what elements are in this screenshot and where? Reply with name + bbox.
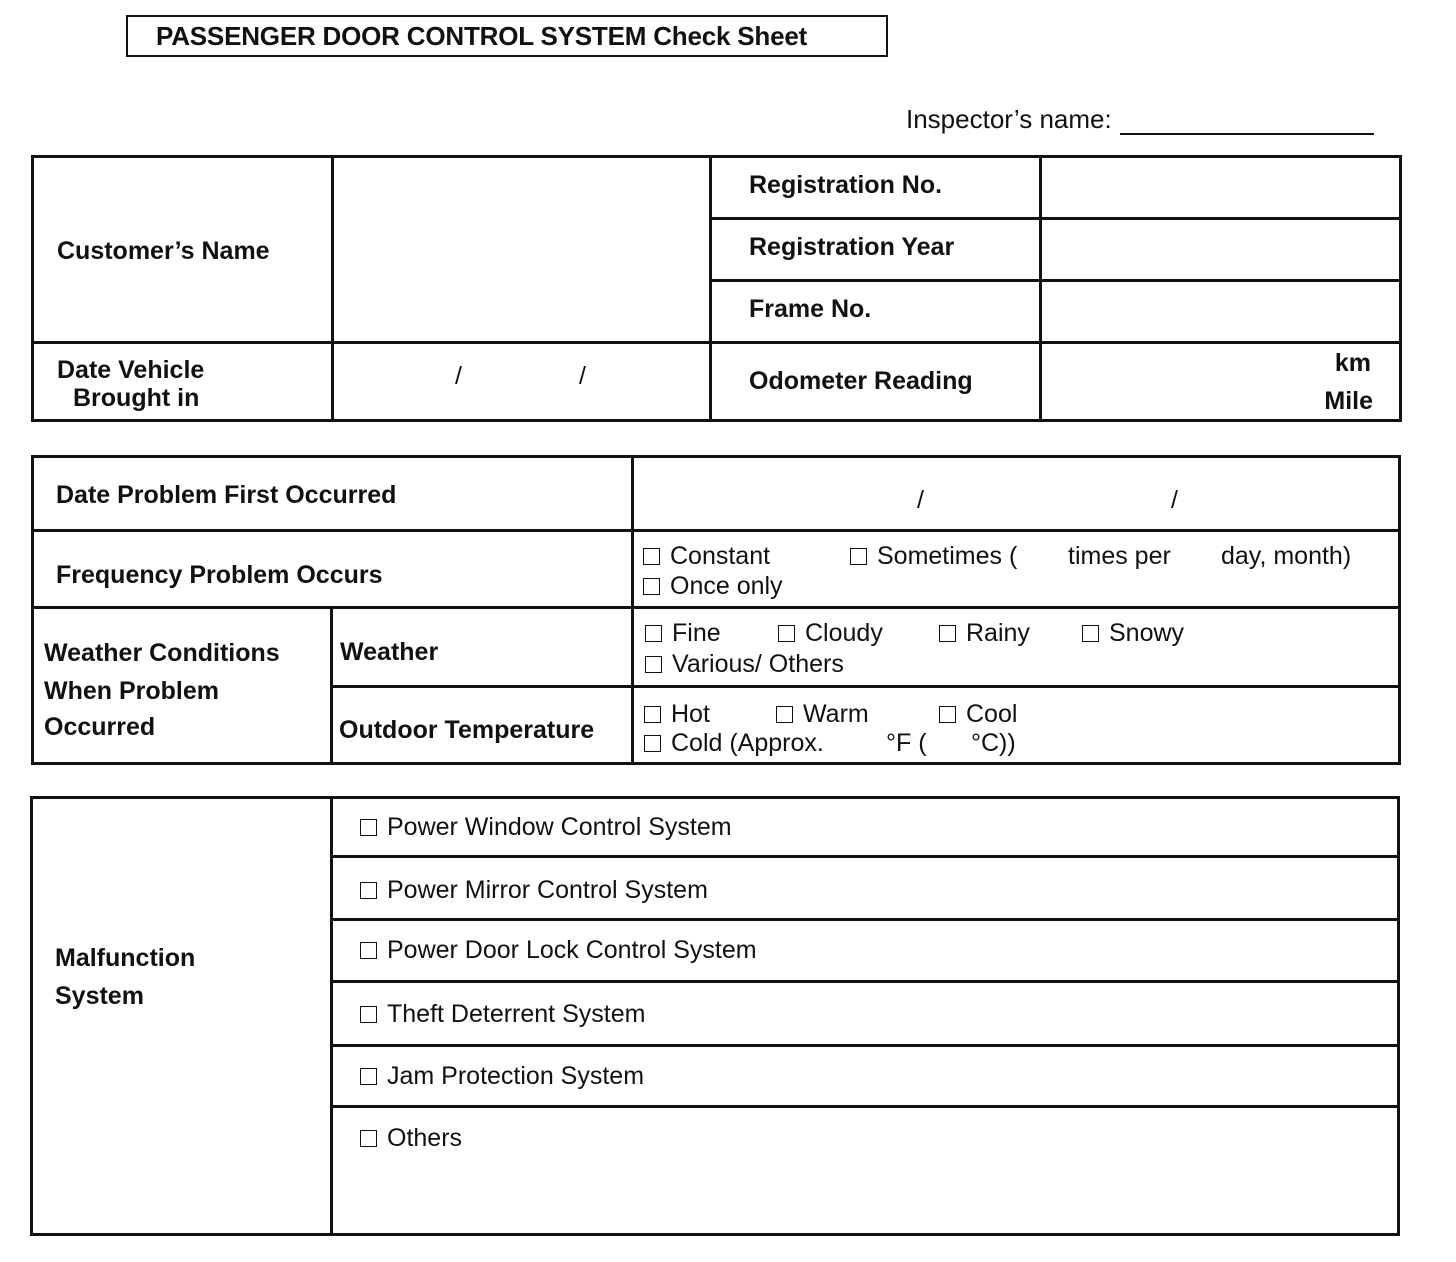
freq-sometimes-option[interactable]: Sometimes ( <box>850 542 1017 571</box>
malfunction-option-row <box>330 980 1400 1047</box>
weather-snowy-option[interactable]: Snowy <box>1082 619 1184 648</box>
temperature-options-cell <box>631 685 1401 765</box>
malfunction-label-line1: Malfunction <box>55 944 196 972</box>
unit-mile-label: Mile <box>1324 387 1373 415</box>
checkbox-icon[interactable] <box>360 1006 377 1023</box>
checkbox-icon[interactable] <box>1082 625 1099 642</box>
frame-no-label-cell <box>709 279 1042 344</box>
inspector-name-field[interactable] <box>1120 107 1374 135</box>
malfunction-option-row <box>330 1044 1400 1108</box>
date-separator: / <box>579 362 586 390</box>
malfunction-label-cell <box>30 796 333 1236</box>
checkbox-icon[interactable] <box>360 942 377 959</box>
date-brought-field[interactable] <box>331 341 712 422</box>
malfunction-label-line2: System <box>55 982 144 1010</box>
date-separator: / <box>1171 486 1178 514</box>
checkbox-icon[interactable] <box>645 656 662 673</box>
date-brought-label-line2: Brought in <box>73 384 200 412</box>
date-first-label-cell <box>31 455 634 532</box>
date-separator: / <box>455 362 462 390</box>
checkbox-icon[interactable] <box>644 706 661 723</box>
page-title: PASSENGER DOOR CONTROL SYSTEM Check Sheet <box>126 15 888 57</box>
weather-cloudy-option[interactable]: Cloudy <box>778 619 883 648</box>
checkbox-icon[interactable] <box>850 548 867 565</box>
weather-conditions-label-cell <box>31 606 333 765</box>
temp-cold-option[interactable]: Cold (Approx. <box>644 729 824 758</box>
checkbox-icon[interactable] <box>360 882 377 899</box>
weather-various-option[interactable]: Various/ Others <box>645 650 844 679</box>
malfunction-option-row <box>330 796 1400 858</box>
weather-rainy-option[interactable]: Rainy <box>939 619 1030 648</box>
power-window-option[interactable]: Power Window Control System <box>360 813 732 842</box>
frequency-label: Frequency Problem Occurs <box>56 561 383 589</box>
temp-celsius-text: °C)) <box>971 729 1016 757</box>
temperature-label-cell <box>330 685 634 765</box>
inspector-name-label: Inspector’s name: <box>906 104 1112 134</box>
odometer-label: Odometer Reading <box>749 367 973 395</box>
temp-hot-option[interactable]: Hot <box>644 700 710 729</box>
weather-conditions-label-line3: Occurred <box>44 713 156 741</box>
checkbox-icon[interactable] <box>939 706 956 723</box>
date-first-label: Date Problem First Occurred <box>56 481 397 509</box>
odometer-label-cell <box>709 341 1042 422</box>
date-brought-label-cell <box>31 341 334 422</box>
customer-name-label: Customer’s Name <box>57 237 270 265</box>
checkbox-icon[interactable] <box>360 1068 377 1085</box>
registration-year-field[interactable] <box>1039 217 1402 282</box>
frequency-label-cell <box>31 529 634 609</box>
registration-no-label-cell <box>709 155 1042 220</box>
checkbox-icon[interactable] <box>778 625 795 642</box>
customer-name-field[interactable] <box>331 155 712 344</box>
freq-day-month-text: day, month) <box>1221 542 1352 570</box>
frame-no-field[interactable] <box>1039 279 1402 344</box>
theft-deterrent-option[interactable]: Theft Deterrent System <box>360 1000 645 1029</box>
checkbox-icon[interactable] <box>643 548 660 565</box>
checkbox-icon[interactable] <box>776 706 793 723</box>
others-option[interactable]: Others <box>360 1124 462 1153</box>
checkbox-icon[interactable] <box>939 625 956 642</box>
weather-conditions-label-line2: When Problem <box>44 677 220 705</box>
registration-no-label: Registration No. <box>749 171 943 199</box>
inspector-name-row <box>906 104 1374 135</box>
customer-name-label-cell <box>31 155 334 344</box>
frequency-options-cell <box>631 529 1401 609</box>
checkbox-icon[interactable] <box>360 1130 377 1147</box>
temperature-label: Outdoor Temperature <box>339 716 595 744</box>
weather-options-cell <box>631 606 1401 688</box>
date-separator: / <box>917 486 924 514</box>
malfunction-option-row <box>330 855 1400 921</box>
freq-once-option[interactable]: Once only <box>643 572 783 601</box>
jam-protection-option[interactable]: Jam Protection System <box>360 1062 644 1091</box>
registration-year-label-cell <box>709 217 1042 282</box>
temp-fahrenheit-text: °F ( <box>886 729 927 757</box>
checkbox-icon[interactable] <box>360 819 377 836</box>
power-mirror-option[interactable]: Power Mirror Control System <box>360 876 708 905</box>
date-brought-label-line1: Date Vehicle <box>57 356 205 384</box>
registration-no-field[interactable] <box>1039 155 1402 220</box>
unit-km-label: km <box>1334 349 1371 377</box>
freq-times-per-text: times per <box>1068 542 1171 570</box>
checkbox-icon[interactable] <box>643 578 660 595</box>
power-door-lock-option[interactable]: Power Door Lock Control System <box>360 936 757 965</box>
checkbox-icon[interactable] <box>644 735 661 752</box>
registration-year-label: Registration Year <box>749 233 955 261</box>
malfunction-option-row <box>330 918 1400 983</box>
freq-constant-option[interactable]: Constant <box>643 542 770 571</box>
weather-label-cell <box>330 606 634 688</box>
odometer-field[interactable] <box>1039 341 1402 422</box>
checkbox-icon[interactable] <box>645 625 662 642</box>
weather-label: Weather <box>340 638 439 666</box>
weather-fine-option[interactable]: Fine <box>645 619 721 648</box>
weather-conditions-label-line1: Weather Conditions <box>44 639 280 667</box>
frame-no-label: Frame No. <box>749 295 872 323</box>
temp-cool-option[interactable]: Cool <box>939 700 1017 729</box>
temp-warm-option[interactable]: Warm <box>776 700 869 729</box>
malfunction-option-row <box>330 1105 1400 1236</box>
date-first-field[interactable] <box>631 455 1401 532</box>
